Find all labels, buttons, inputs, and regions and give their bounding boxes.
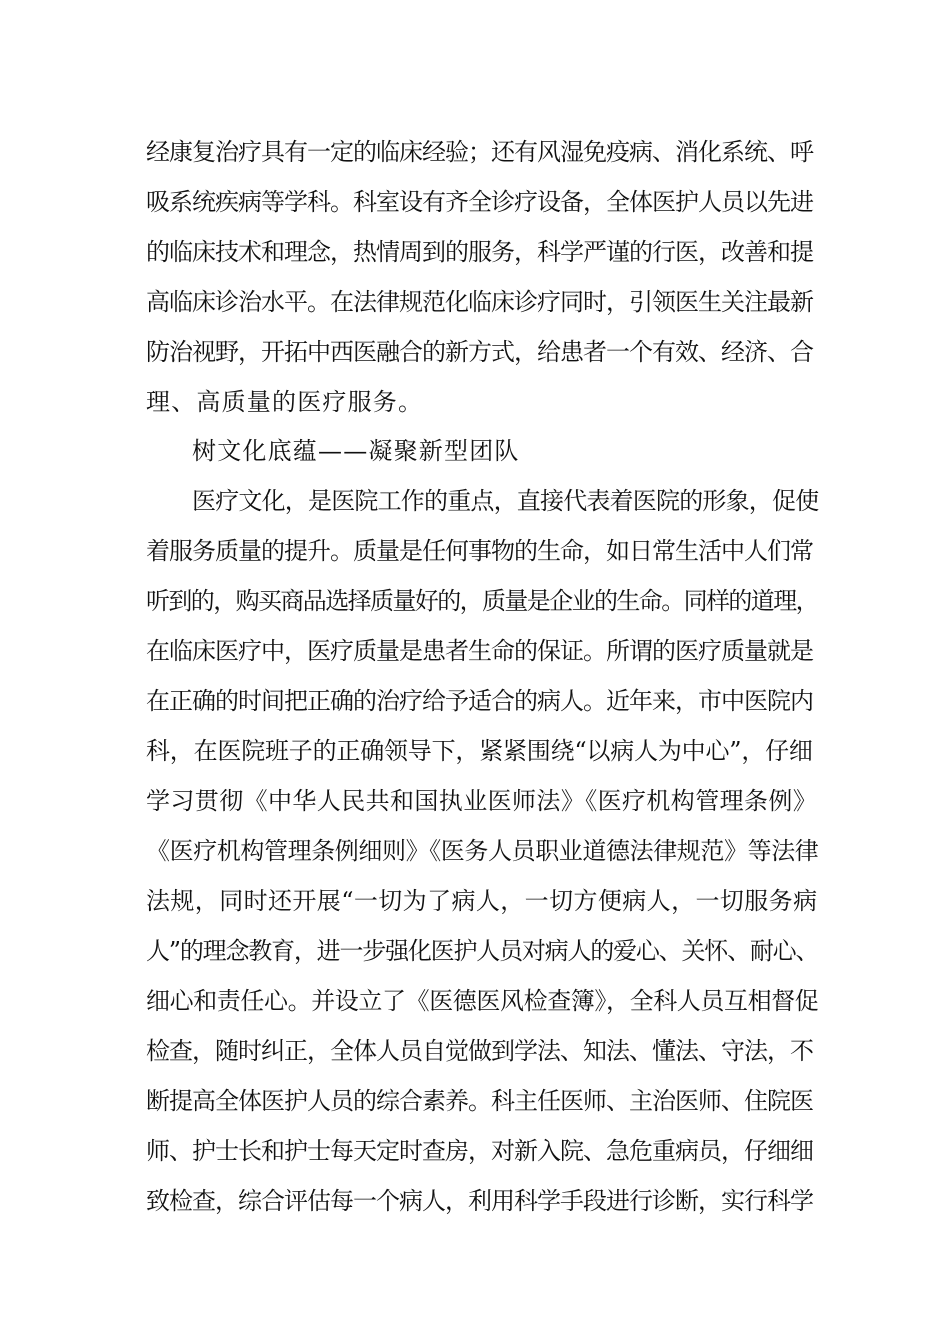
- text-line: 细心和责任心。并设立了《医德医风检查簿》，全科人员互相督促: [146, 987, 819, 1015]
- text-line: 高临床诊治水平。在法律规范化临床诊疗同时，引领医生关注最新: [146, 288, 813, 316]
- text-line: 检查，随时纠正，全体人员自觉做到学法、知法、懂法、守法，不: [146, 1037, 813, 1065]
- text-line: 学习贯彻《中华人民共和国执业医师法》《医疗机构管理条例》: [146, 787, 818, 815]
- text-line: 听到的，购买商品选择质量好的，质量是企业的生命。同样的道理，: [146, 587, 818, 615]
- section-heading: 树文化底蕴——凝聚新型团队: [192, 437, 520, 465]
- text-line: 《医疗机构管理条例细则》《医务人员职业道德法律规范》等法律: [146, 837, 819, 865]
- text-line: 经康复治疗具有一定的临床经验；还有风湿免疫病、消化系统、呼: [146, 138, 813, 166]
- text-line: 致检查，综合评估每一个病人，利用科学手段进行诊断，实行科学: [146, 1187, 813, 1215]
- text-line: 防治视野，开拓中西医融合的新方式，给患者一个有效、经济、合: [146, 338, 813, 366]
- text-line: 着服务质量的提升。质量是任何事物的生命，如日常生活中人们常: [146, 537, 813, 565]
- text-line: 人”的理念教育，进一步强化医护人员对病人的爱心、关怀、耐心、: [146, 937, 819, 965]
- text-line: 法规，同时还开展“一切为了病人，一切方便病人，一切服务病: [146, 887, 818, 915]
- text-line: 在正确的时间把正确的治疗给予适合的病人。近年来，市中医院内: [146, 687, 813, 715]
- text-line: 理、高质量的医疗服务。: [146, 388, 424, 416]
- text-line: 师、护士长和护士每天定时查房，对新入院、急危重病员，仔细细: [146, 1137, 813, 1165]
- text-line: 断提高全体医护人员的综合素养。科主任医师、主治医师、住院医: [146, 1087, 813, 1115]
- text-line: 在临床医疗中，医疗质量是患者生命的保证。所谓的医疗质量就是: [146, 637, 813, 665]
- text-line: 的临床技术和理念，热情周到的服务，科学严谨的行医，改善和提: [146, 238, 813, 266]
- text-line: 吸系统疾病等学科。科室设有齐全诊疗设备，全体医护人员以先进: [146, 188, 813, 216]
- text-line: 医疗文化，是医院工作的重点，直接代表着医院的形象，促使: [192, 487, 819, 515]
- text-line: 科，在医院班子的正确领导下，紧紧围绕“以病人为中心”，仔细: [146, 737, 813, 765]
